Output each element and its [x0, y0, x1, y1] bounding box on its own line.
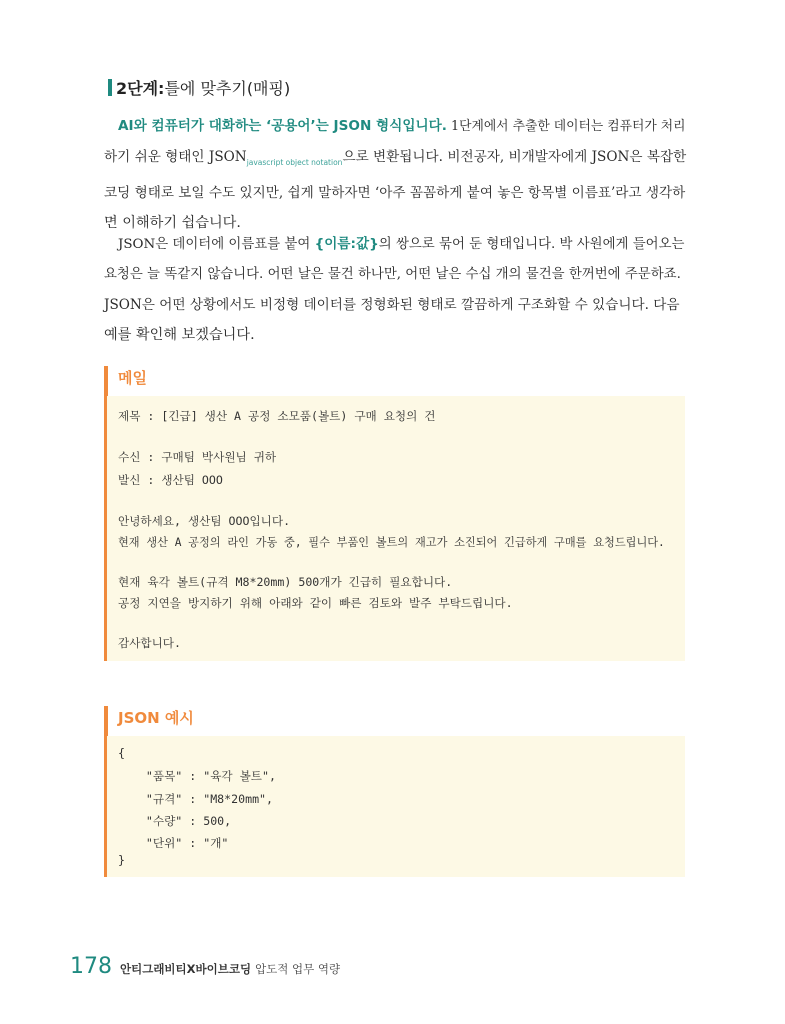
mail-box: [104, 396, 685, 661]
p2-line-1-a: JSON은 데이터에 이름표를 붙여: [118, 237, 315, 252]
mail-line: 공정 지연을 방지하기 위해 아래와 같이 빠른 검토와 발주 부탁드립니다.: [118, 596, 513, 610]
p1-line-1-rest: 1단계에서 추출한 데이터는 컴퓨터가 처리: [446, 119, 686, 134]
p2-line-3: JSON은 어떤 상황에서도 비정형 데이터를 정형화된 형태로 깔끔하게 구조화할 수 있습니다. 다음: [104, 297, 680, 313]
book-title: 안티그래비티X바이브코딩: [120, 962, 252, 976]
page-number: 178: [70, 954, 112, 979]
mail-line: 현재 생산 A 공정의 라인 가동 중, 필수 부품인 볼트의 재고가 소진되어 긴급하게 구매를 요청드립니다.: [118, 536, 665, 549]
p1-line-2-a: 하기 쉬운 형태인 JSON: [104, 149, 247, 165]
p1-line-3: 코딩 형태로 보일 수도 있지만, 쉽게 말하자면 ‘아주 꼼꼼하게 붙여 놓은 항목별 이름표’라고 생각하: [104, 185, 686, 201]
json-line: "수량" : 500,: [118, 814, 232, 828]
heading-title: 틀에 맞추기(매핑): [164, 79, 291, 98]
p1-line-4: 면 이해하기 쉽습니다.: [104, 215, 241, 231]
page-footer: [70, 954, 340, 979]
json-line: "품목" : "육각 볼트",: [118, 769, 276, 783]
json-line: }: [118, 853, 125, 867]
mail-line: 현재 육각 볼트(규격 M8*20mm) 500개가 긴급히 필요합니다.: [118, 575, 453, 589]
p2-highlight: {이름:값}: [314, 236, 379, 252]
paragraph-1: [104, 111, 686, 238]
mail-line: 제목 : [긴급] 생산 A 공정 소모품(볼트) 구매 요청의 건: [118, 409, 436, 423]
json-box: [104, 736, 685, 877]
p1-line-2: [104, 142, 686, 178]
json-label-bar: [104, 706, 108, 736]
json-label: JSON 예시: [118, 709, 194, 727]
json-gloss: javascript object notation: [246, 158, 343, 167]
section-heading: [108, 76, 290, 99]
mail-line: 감사합니다.: [118, 636, 181, 650]
mail-line: 안녕하세요, 생산팀 OOO입니다.: [118, 514, 291, 528]
p1-highlight: AI와 컴퓨터가 대화하는 ‘공용어’는 JSON 형식입니다.: [118, 118, 447, 134]
p2-line-2: 요청은 늘 똑같지 않습니다. 어떤 날은 물건 하나만, 어떤 날은 수십 개의 물건을 한꺼번에 주문하죠.: [104, 267, 681, 282]
paragraph-2: [104, 229, 686, 350]
p2-line-1-b: 의 쌍으로 묶어 둔 형태입니다. 박 사원에게 들어오는: [378, 237, 685, 252]
json-line: {: [118, 746, 125, 760]
p2-line-1: [104, 229, 686, 260]
mail-line: 수신 : 구매팀 박사원님 귀하: [118, 450, 277, 464]
heading-marker: [108, 79, 112, 96]
p1-line-1: [104, 111, 686, 142]
mail-label-bar: [104, 366, 108, 396]
p1-line-2-b: 으로 변환됩니다. 비전공자, 비개발자에게 JSON은 복잡한: [342, 149, 687, 165]
mail-label: 메일: [118, 369, 147, 387]
json-line: "규격" : "M8*20mm",: [118, 792, 274, 806]
json-line: "단위" : "개": [118, 836, 229, 850]
chapter-title: 압도적 업무 역량: [255, 962, 341, 976]
p2-line-4: 예를 확인해 보겠습니다.: [104, 327, 255, 343]
mail-line: 발신 : 생산팀 OOO: [118, 473, 223, 487]
heading-step: 2단계:: [116, 79, 165, 98]
